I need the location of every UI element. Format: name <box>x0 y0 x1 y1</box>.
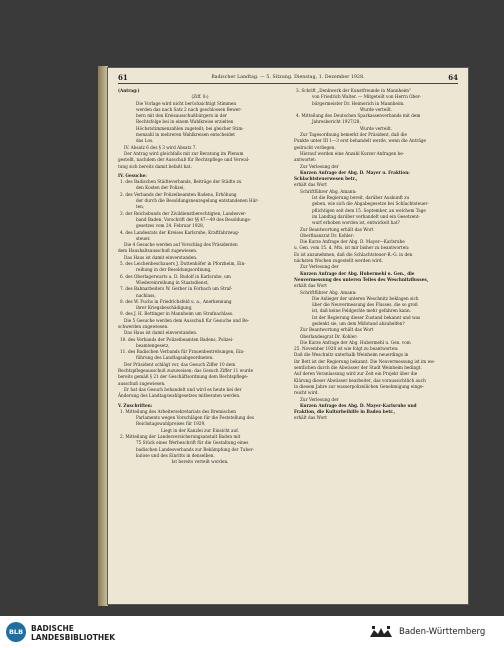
left-column-line: 9. des J. H. Bettinger in Mannheim um Strafnachlass. <box>120 311 234 317</box>
left-column-line: ihrer Kriegsbeschädigung, <box>136 305 193 311</box>
blb-name-line-1: BADISCHE <box>31 624 74 633</box>
left-column-line: Der Präsident schlägt vor, das Gesuch Ziffer 10 dem <box>124 361 236 367</box>
right-column-line: Wurde verteilt. <box>359 106 393 112</box>
right-column-line: erhält das Wort <box>294 283 327 289</box>
left-column-line: 7. des Bahnarbeiters W. Gerber in Forbach um Straf- <box>120 286 233 292</box>
left-column-line: werden das nach Satz 2 nach geschlossen Bewer- <box>136 106 242 112</box>
left-column-line: der durch die Besoldungsneuregelung entstandenen Här- <box>136 198 259 204</box>
left-column-line: Die 5 Gesuche werden dem Ausschuß für Gesuche und Be- <box>124 317 250 323</box>
left-column-line: Wiedereinreihung in Staatsdienst, <box>136 279 209 285</box>
left-column-line: Ist bereits verteilt worden. <box>171 459 229 465</box>
left-column-line: IV. Gesuche: <box>118 172 147 178</box>
right-column-line: Ist der Regierung dieser Zustand bekannt und was <box>312 314 421 320</box>
left-column-line: 1. Mitteilung des Arbeitersekretariats des Bremischen <box>120 408 236 414</box>
left-column-line: Er hat das Gesuch behandelt und wird es heute bei der <box>124 386 242 392</box>
left-column-line: beamtengesetz, <box>136 342 170 348</box>
left-column-line: Parlaments wegen Vorschlägen für die Feststellung des <box>136 415 254 421</box>
running-head: Badischer Landtag. — 5. Sitzung. Dienstag, 1. Dezember 1928. <box>211 74 365 80</box>
right-column-line: wurf erhoben worden ist, entwickelt hat? <box>312 220 400 226</box>
left-column-line: ten, <box>136 204 145 210</box>
right-column-line: Die Kurze Anfrage der Abg. D. Mayer—Karlsruhe <box>300 239 405 245</box>
left-column-line: Die Vorlage wird nicht berücksichtigt Stimmen <box>136 100 237 106</box>
right-column-line: Fraktion, die Kulturbeihilfe in Baden betr., <box>294 409 396 415</box>
left-column-line: V. Zuschriften: <box>118 402 153 408</box>
left-column-line: menzahl in mehreren Wahlkreisen entscheidet <box>136 132 235 138</box>
right-column-line: ist, daß keine Feldgeräte mehr gefahren kann. <box>312 308 411 314</box>
viewer-footer <box>0 616 504 648</box>
left-column-line: 8. des W. Fuchs in Friedrichsfeld u. a., Anerkennung <box>120 298 232 304</box>
right-column-line: Zur Verlesung der <box>300 163 339 169</box>
left-column-line: Die 4 Gesuche werden auf Vorschlag des Präsidenten <box>124 242 238 248</box>
left-column-line: steuer. <box>136 235 151 241</box>
right-column-line: Zur Tagesordnung bemerkt der Präsident, daß die <box>300 132 407 138</box>
left-column-line: 3. der Reichsbunds der Zivildienstberechtigten, Landesver- <box>120 210 247 216</box>
right-column-line: Zur Verlesung der <box>300 396 339 402</box>
page-header <box>118 72 458 82</box>
left-column-line: führung des Landtagsabgeordneten. <box>136 355 214 361</box>
right-column-line: Es ist anzunehmen, daß die Schlachtsteuer-R.-G. in den <box>294 251 413 257</box>
left-column-line: Der Antrag wird gleichfalls mit zur Beratung im Plenum <box>124 150 244 156</box>
left-column-line: das Los. <box>136 138 154 144</box>
left-column-line: 11. des Badischen Verbands für Frauenbestrebungen, Ein- <box>120 349 245 355</box>
left-column-line: (Antrag:) <box>118 88 140 93</box>
right-column-line: Die Anlieger der unteren Weschnitz beklagen sich <box>312 295 419 301</box>
right-column-line: Jahresbericht 1927/28. <box>312 119 361 125</box>
right-column-line: erhält das Wort <box>294 182 327 188</box>
left-column-line: ausschuß zugewiesen. <box>118 380 166 386</box>
right-column-line: Klärung dieser Abwässer bearbeitet, das voraussichtlich auch <box>294 377 426 383</box>
right-column-line: geben, wie sich die Abgabegesetze bei Schlachtsteuer- <box>312 201 429 207</box>
left-column-line: 2. des Verbands der Polizeibeamten Badens, Erhöhung <box>120 191 237 197</box>
right-column-line: Daß die Weschnitz unterhalb Weinheim neuerdings in <box>294 352 409 358</box>
right-column-line: Kurzen Anfrage der Abg. Hubermehl u. Gen., die <box>300 270 415 276</box>
left-column-line: 75 Stück eines Werbeschrift für die Gestaltung eines <box>136 440 249 446</box>
right-column-line: Kurzen Anfrage der Abg. D. Mayer u. Fraktion: <box>300 169 410 175</box>
right-column-line: im Landtag darüber verhandelt und ein Gesetzent- <box>312 213 420 219</box>
right-column-line: Zur Beantwortung erhält das Wort <box>300 226 374 232</box>
left-column-line: dem Haushaltsausschuß zugewiesen. <box>118 248 198 254</box>
right-column-line: 4. Mitteilung des Deutschen Sparkassenverbands mit dem <box>296 113 421 119</box>
right-column-line: Ist die Regierung bereit, darüber Auskunft zu <box>312 195 410 201</box>
left-column-line: Rechtspflegeausschuß zuzuweisen; das Gesuch Ziffer 11 wurde <box>118 368 254 374</box>
left-column-line: (Ziff. 8:) <box>191 94 209 100</box>
right-column-line: erhält das Wort <box>294 415 327 421</box>
baden-wuerttemberg-crest-icon[interactable] <box>368 624 394 640</box>
right-column-line: Wurde verteilt. <box>359 125 393 131</box>
left-column-line: badischen Landesverbands zur Bekämpfung der Tuber- <box>136 446 255 452</box>
blb-name-line-2: LANDESBIBLIOTHEK <box>31 633 116 642</box>
left-column-line: bereits gemäß § 21 der Geschäftsordnung dem Rechtspflege- <box>118 374 249 380</box>
left-column-line: tung sich bereits damit befaßt hat. <box>118 163 192 169</box>
right-column <box>294 88 458 422</box>
right-column-line: Schriftführer Abg. Amann: <box>300 289 357 295</box>
blb-logo-text: BLB <box>8 628 24 636</box>
blb-logo[interactable] <box>6 622 26 642</box>
right-column-line: bürgermeister Dr. Heimerich in Mannheim. <box>312 100 405 106</box>
page-number-right: 64 <box>448 72 458 82</box>
page-number-left: 61 <box>118 72 128 82</box>
right-column-line: reicht wird. <box>294 390 319 396</box>
left-column-line: IV. Absatz 6 des § 3 wird Absatz 7. <box>124 144 197 150</box>
right-column-line: Neuvermessung des unteren Teiles des Weschnitzflusses, <box>294 276 429 282</box>
left-column-line: 10. des Verbands der Polizeibeamten Badens, Polizei- <box>120 336 234 342</box>
right-column-line: Kurzen Anfrage des Abg. D. Mayer-Karlsruhe und <box>300 402 417 408</box>
right-column-line: Zur Beantwortung erhält das Wort <box>300 327 374 333</box>
left-column-line: kulose und des Einritts in denselben. <box>136 452 215 458</box>
right-column-line: Auf deren Veranlassung wird zur Zeit ein Projekt über die <box>294 371 418 377</box>
left-column-line: band Baden, Vorschrift der §§ 47—49 des Besoldungs- <box>136 216 251 222</box>
document-page <box>108 68 468 604</box>
left-column-line: 6. des Oberlagerwarts a. D. Rudolf in Karlsruhe, um <box>120 273 231 279</box>
left-column <box>118 88 282 466</box>
right-column-line: Schlachtsteuerwesen betr., <box>294 176 358 182</box>
right-column-line: Punkte unter III 1—3 erst behandelt werde, wenn die Anträge <box>294 138 427 144</box>
left-column-line: Rechtsfolge bei in einem Wahlkreise erzielten <box>136 119 234 125</box>
right-column-line: von Friedrich Walter. — Mitgeteilt von Herrn Ober- <box>312 94 422 100</box>
bw-label[interactable]: Baden-Württemberg <box>399 627 486 637</box>
left-column-line: reihung in der Besoldungsordnung, <box>136 267 212 273</box>
right-column-line: Hierauf werden eine Anzahl Kurzer Anfragen be- <box>300 150 405 156</box>
left-column-line: gesetzes vom 24. Februar 1928, <box>136 223 205 229</box>
right-column-line: nächsten Wochen zugestellt werden wird. <box>294 258 383 264</box>
left-column-line: 1. des Badischen Städteverbands, Beiträge der Städte zu <box>120 179 242 185</box>
right-column-line: u. Gen. vom 15. d. Mts. ist mir bisher zu beantworten: <box>294 245 410 251</box>
left-column-line: bern mit den Kreisausschußbürgern in der <box>136 113 227 119</box>
right-column-line: sentlichen durch die Abwässer der Stadt Weinheim bedingt. <box>294 365 422 371</box>
left-column-line: Höchststimmenzahlen zugeteilt; bei gleicher Stim- <box>136 125 244 131</box>
left-column-line: Änderung des Landtagswahlgesetzes mitberaten werden. <box>118 393 241 399</box>
left-column-line: gestellt, nachdem der Ausschuß für Rechtspflege und Verwal- <box>118 157 250 163</box>
left-column-line: schwerden zugewiesen. <box>118 323 169 329</box>
left-column-line: den Kosten der Polizei, <box>136 185 185 191</box>
right-column-line: pflichtigen seit dem 15. September, an welchem Tage <box>312 207 426 213</box>
right-column-line: 3. Schrift „Denkwerk der Kunstfreunde in Mannheim“ <box>296 88 412 93</box>
blb-name[interactable] <box>31 624 115 642</box>
right-column-line: antwortet: <box>294 157 317 163</box>
right-column-line: 25. November 1928 ist wie folgt zu beantworten: <box>294 346 399 352</box>
left-column-line: 2. Mitteilung der Landesversicherungsanstalt Baden mit <box>120 434 241 440</box>
right-column-line: in diesem Jahre zur wasserpolizeilichen Genehmigung einge- <box>294 383 424 389</box>
left-column-line: nachlass, <box>136 292 156 298</box>
left-column-line: Reichstagswahlpreises für 1929, <box>136 421 206 427</box>
right-column-line: gedruckt vorliegen. <box>294 144 336 150</box>
right-column-line: Schriftführer Abg. Amann: <box>300 188 357 194</box>
right-column-line: Zur Verlesung der <box>300 264 339 270</box>
right-column-line: ihr Bett ist der Regierung bekannt. Die Neuvermessung ist im we- <box>294 358 436 364</box>
header-rule <box>118 83 458 84</box>
left-column-line: Das Haus ist damit einverstanden. <box>124 330 198 336</box>
right-column-line: über die Neuvermessung des Flusses, die so groß <box>312 302 418 308</box>
left-column-line: 5. des Leichenbeschauers J. Duttenhöfer in Pforzheim, Ein- <box>120 261 246 267</box>
right-column-line: Die Kurze Anfrage der Abg. Hubermehl u. Gen. vom <box>300 339 411 345</box>
right-column-line: gedenkt sie, um dem Mißstand abzuhelfen? <box>312 320 405 326</box>
right-column-line: Oberfinanzrat Dr. Kohler: <box>300 232 355 238</box>
right-column-line: Oberlandesgrat Dr. Kohler: <box>300 333 358 339</box>
left-column-line: Liegt in der Kanzlei zur Einsicht auf. <box>161 427 239 433</box>
book-spine <box>98 66 108 606</box>
left-column-line: Das Haus ist damit einverstanden. <box>124 254 198 260</box>
left-column-line: 4. des Landesrats der Kreises Karlsruhe, Kraftfahrzeug- <box>120 229 240 235</box>
